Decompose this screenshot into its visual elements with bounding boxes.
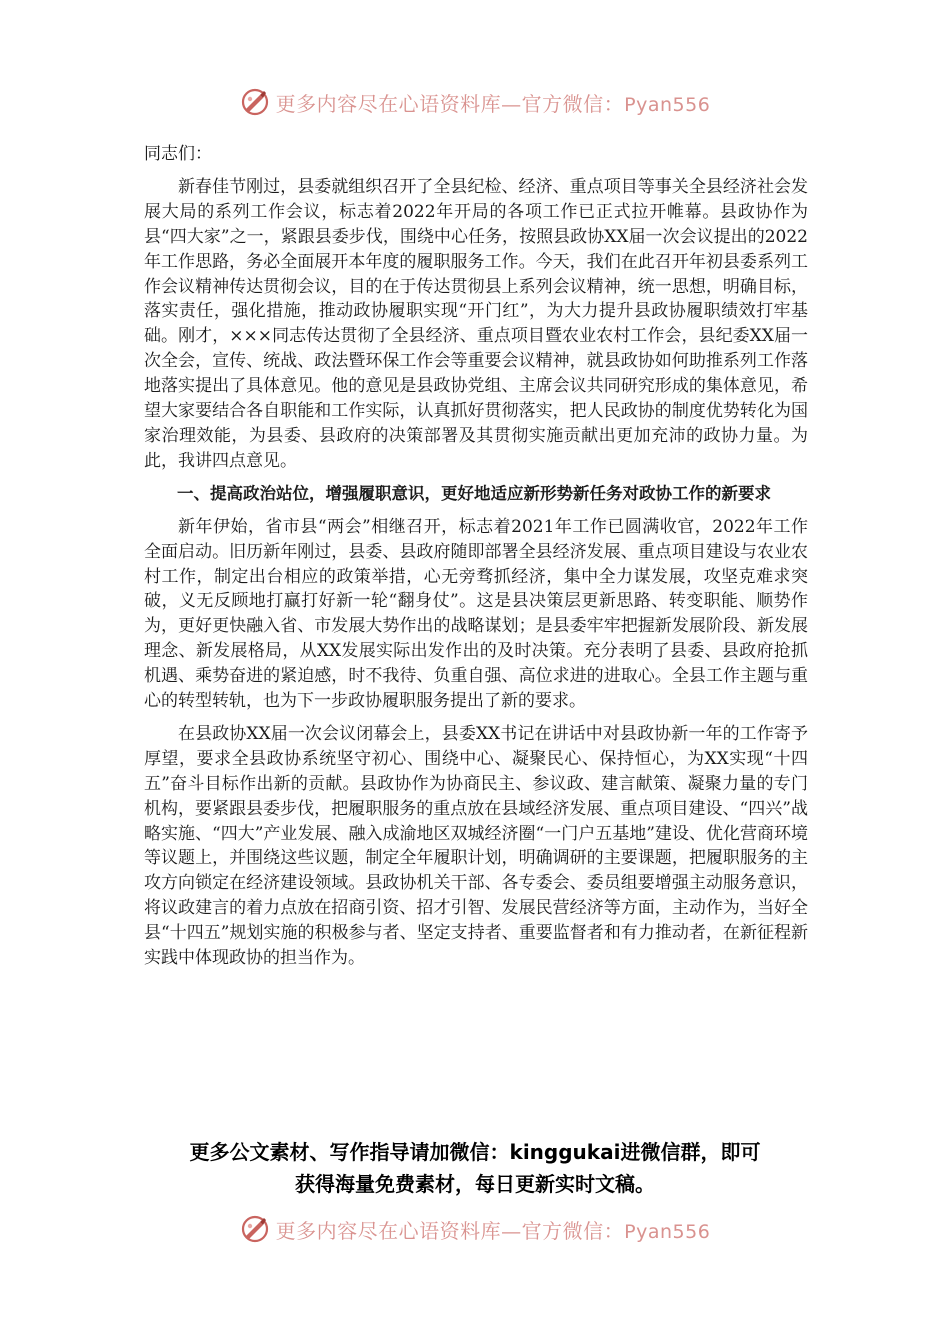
document-body [144, 142, 808, 979]
header-watermark-text: 更多内容尽在心语资料库—官方微信：Pyan556 [275, 91, 711, 116]
section-1-paragraph-2: 在县政协XX届一次会议闭幕会上，县委XX书记在讲话中对县政协新一年的工作寄予厚望，要求全县政协系统坚守初心、围绕中心、凝聚民心、保持恒心，为XX实现“十四五”奋斗目标作出新的贡献。县政协作为协商民主、参议政、建言献策、凝聚力量的专门机构，要紧跟县委步伐，把履职服务的重点放在县域经济发展、重点项目建设、“四兴”战略实施、“四大”产业发展、融入成渝地区双城经济圈“一门户五基地”建设、优化营商环境等议题上，并围绕这些议题，制定全年履职计划，明确调研的主要课题，把履职服务的主攻方向锁定在经济建设领域。县政协机关干部、各专委会、委员组要增强主动服务意识，将议政建言的着力点放在招商引资、招才引智、发展民营经济等方面，主动作为，当好全县“十四五”规划实施的积极参与者、坚定支持者、重要监督者和有力推动者，在新征程新实践中体现政协的担当作为。 [144, 723, 808, 969]
promo-line-2: 获得海量免费素材，每日更新实时文稿。 [295, 1172, 655, 1196]
header-watermark-wechat-id: Pyan556 [624, 93, 711, 116]
footer-watermark-banner [0, 1207, 950, 1251]
opening-paragraph: 新春佳节刚过，县委就组织召开了全县纪检、经济、重点项目等事关全县经济社会发展大局的系列工作会议，标志着2022年开局的各项工作已正式拉开帷幕。县政协作为县“四大家”之一，紧跟县委步伐，围绕中心任务，按照县政协XX届一次会议提出的2022年工作思路，务必全面展开本年度的履职服务工作。今天，我们在此召开年初县委系列工作会议精神传达贯彻会议，目的在于传达贯彻县上系列会议精神，统一思想，明确目标，落实责任，强化措施，推动政协履职实现“开门红”，为大力提升县政协履职绩效打牢基础。刚才，×××同志传达贯彻了全县经济、重点项目暨农业农村工作会，县纪委XX届一次全会，宣传、统战、政法暨环保工作会等重要会议精神，就县政协如何助推系列工作落地落实提出了具体意见。他的意见是县政协党组、主席会议共同研究形成的集体意见，希望大家要结合各自职能和工作实际，认真抓好贯彻落实，把人民政协的制度优势转化为国家治理效能，为县委、县政府的决策部署及其贯彻实施贡献出更加充沛的政协力量。为此，我讲四点意见。 [144, 176, 808, 471]
footer-watermark-text: 更多内容尽在心语资料库—官方微信：Pyan556 [275, 1218, 711, 1243]
salutation: 同志们： [144, 144, 212, 164]
promo-line-1: 更多公文素材、写作指导请加微信：kinggukai进微信群，即可 [189, 1140, 761, 1164]
section-heading-1: 一、提高政治站位，增强履职意识，更好地适应新形势新任务对政协工作的新要求 [177, 483, 771, 503]
section-1-paragraph-1: 新年伊始，省市县“两会”相继召开，标志着2021年工作已圆满收官，2022年工作全面启动。旧历新年刚过，县委、县政府随即部署全县经济发展、重点项目建设与农业农村工作，制定出台相应的政策举措，心无旁骛抓经济，集中全力谋发展，攻坚克难求突破，义无反顾地打赢打好新一轮“翻身仗”。这是县决策层更新思路、转变职能、顺势作为，更好更快融入省、市发展大势作出的战略谋划；是县委牢牢把握新发展阶段、新发展理念、新发展格局，从XX发展实际出发作出的及时决策。充分表明了县委、县政府抢抓机遇、乘势奋进的紧迫感，时不我待、负重自强、高位求进的进取心。全县工作主题与重心的转型转轨，也为下一步政协履职服务提出了新的要求。 [144, 516, 808, 712]
promo-notice [140, 1136, 810, 1200]
footer-watermark-wechat-id: Pyan556 [624, 1220, 711, 1243]
pen-nib-logo-icon [240, 1214, 270, 1244]
header-watermark-banner [0, 80, 950, 124]
pen-nib-logo-icon [240, 87, 270, 117]
